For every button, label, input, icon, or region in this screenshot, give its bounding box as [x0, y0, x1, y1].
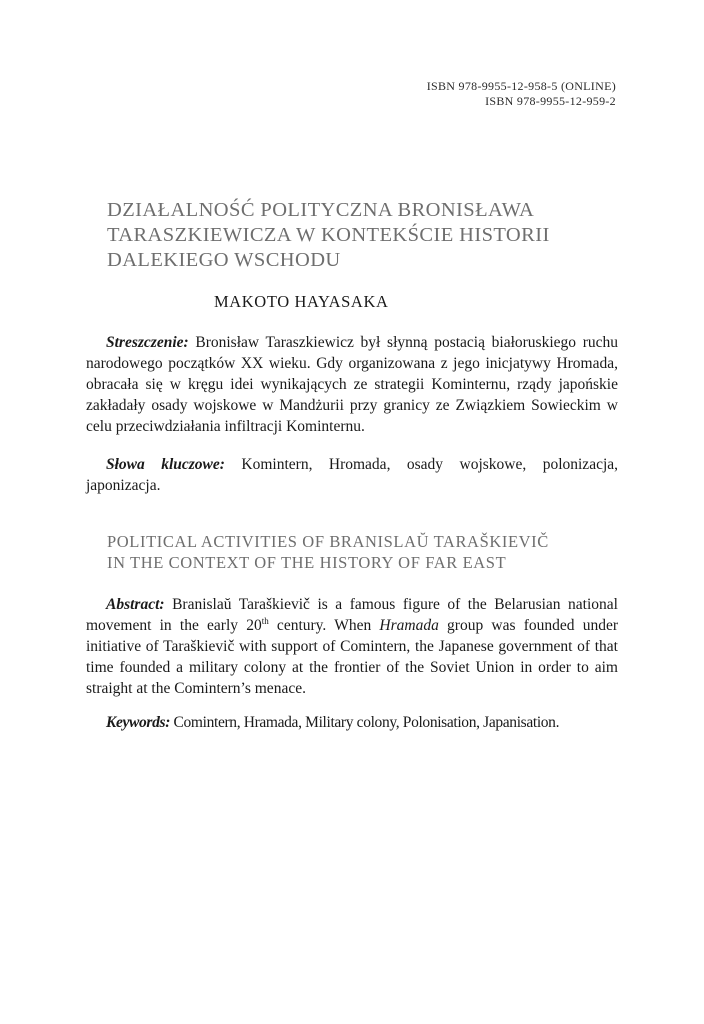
english-title-line: IN THE CONTEXT OF THE HISTORY OF FAR EAST	[107, 553, 507, 572]
polish-title	[107, 198, 627, 273]
english-abstract	[86, 594, 618, 699]
polish-abstract-label: Streszczenie:	[106, 334, 189, 351]
polish-title-line: DALEKIEGO WSCHODU	[107, 249, 341, 271]
isbn-block	[427, 79, 616, 109]
english-abstract-label: Abstract:	[106, 596, 165, 613]
english-title	[107, 531, 627, 573]
group-name-italic: Hramada	[379, 617, 439, 634]
english-abstract-text: Branislaŭ Taraškievič is a famous figure of the Belarusian national movement in the early 20	[86, 596, 618, 634]
polish-abstract	[86, 332, 618, 437]
english-title-line: POLITICAL ACTIVITIES OF BRANISLAŬ TARAŠKIEVIČ	[107, 532, 549, 551]
english-abstract-text: group was founded under initiative of Taraškievič with support of Comintern, the Japanese government of that time founded a military colony at the frontier of the Soviet Union in order to aim straight at the Comintern’s menace.	[86, 617, 619, 697]
polish-keywords-label: Słowa kluczowe:	[106, 456, 225, 473]
english-keywords-label: Keywords:	[106, 714, 171, 731]
isbn-online: ISBN 978-9955-12-958-5 (ONLINE)	[426, 79, 616, 93]
polish-title-line: TARASZKIEWICZA W KONTEKŚCIE HISTORII	[107, 224, 550, 246]
english-abstract-text: century. When	[268, 617, 380, 634]
ordinal-superscript: th	[261, 616, 269, 626]
polish-abstract-text: Bronisław Taraszkiewicz był słynną postacią białoruskiego ruchu narodowego początków XX wieku. Gdy organizowana z jego inicjatywy Hromada, obracała się w kręgu idei wynikających ze strategii Kominternu, rządy japońskie zakładały osady wojskowe w Mandżurii przy granicy ze Związkiem Sowieckim w celu przeciwdziałania infiltracji Kominternu.	[86, 334, 618, 435]
polish-title-line: DZIAŁALNOŚĆ POLITYCZNA BRONISŁAWA	[107, 199, 535, 221]
english-keywords-text: Comintern, Hramada, Military colony, Polonisation, Japanisation.	[170, 714, 560, 731]
english-keywords	[86, 712, 618, 733]
polish-keywords-text: Komintern, Hromada, osady wojskowe, polonizacja, japonizacja.	[86, 456, 619, 494]
polish-keywords	[86, 454, 618, 496]
isbn-print: ISBN 978-9955-12-959-2	[485, 94, 616, 108]
author-name: MAKOTO HAYASAKA	[214, 292, 389, 311]
